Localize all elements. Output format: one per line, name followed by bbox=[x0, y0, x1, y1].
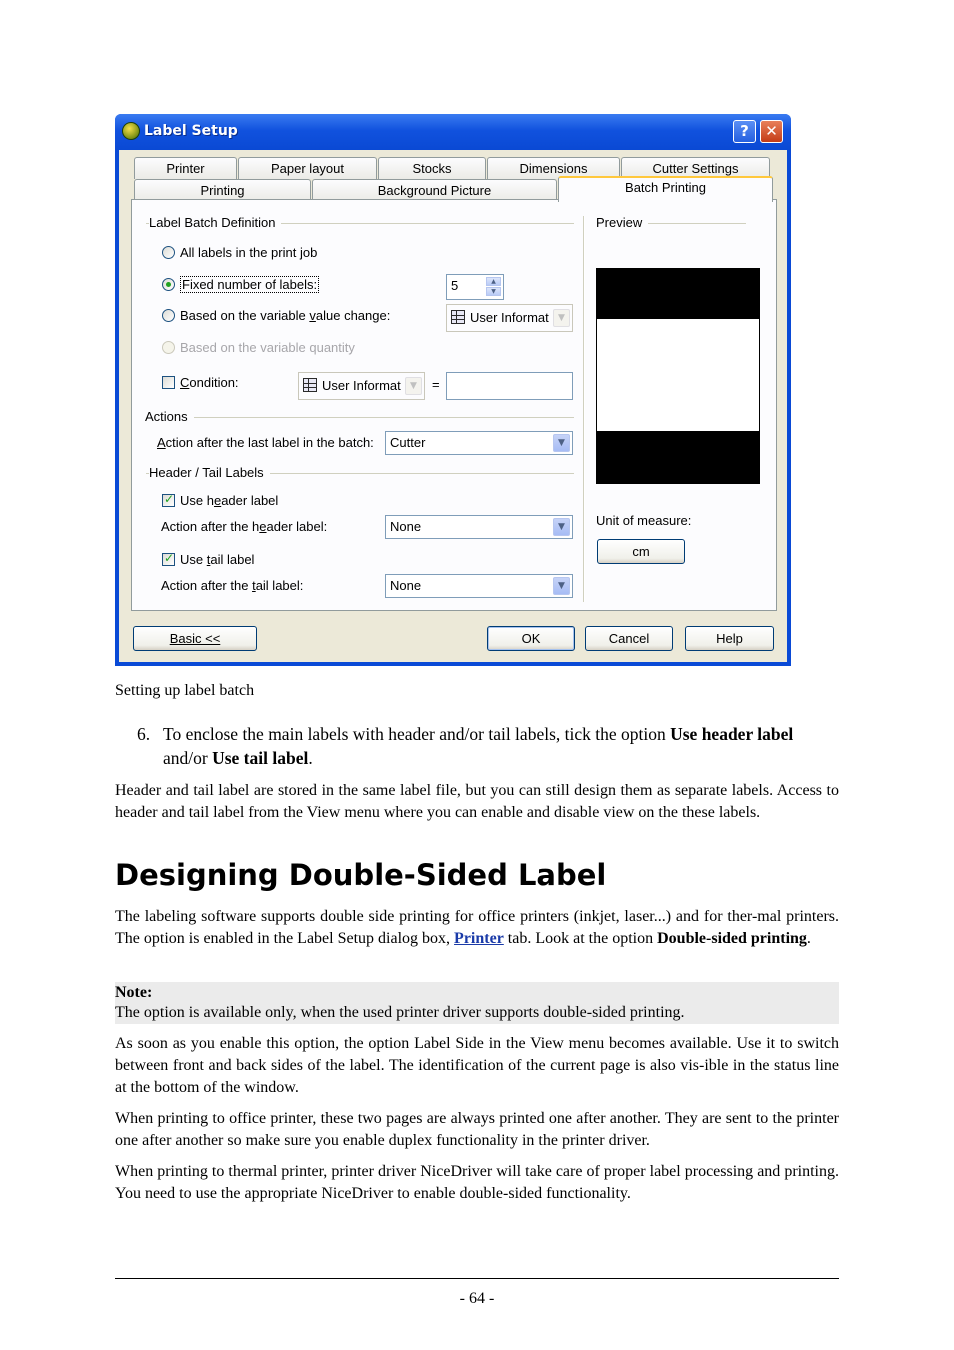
cancel-button[interactable]: Cancel bbox=[585, 626, 673, 651]
basic-button-label: Basic << bbox=[169, 631, 221, 646]
group-title-batch-definition: Label Batch Definition bbox=[149, 215, 281, 230]
close-icon[interactable]: ✕ bbox=[760, 120, 783, 143]
chevron-down-icon[interactable]: ▼ bbox=[553, 518, 570, 536]
footer-rule bbox=[115, 1278, 839, 1279]
label-use-header: Use header label bbox=[180, 493, 279, 508]
condition-checkbox[interactable] bbox=[162, 376, 175, 389]
tab-cutter-settings[interactable]: Cutter Settings bbox=[621, 157, 770, 179]
label-variable-quantity: Based on the variable quantity bbox=[180, 340, 355, 355]
paragraph-label-side: As soon as you enable this option, the option Label Side in the View menu becomes available. Use it to switch between front and back sides of the label. The identification of the current page is also vis-ible in the status line at the bottom of the window. bbox=[115, 1035, 839, 1096]
group-title-actions: Actions bbox=[145, 409, 194, 424]
ok-button[interactable]: OK bbox=[487, 626, 575, 651]
para-text: The labeling software supports double side printing for office printers (inkjet, laser...) and for ther-mal printers. The option is enabled in the Label Setup dialog box, bbox=[115, 908, 839, 947]
action-after-tail-select[interactable] bbox=[385, 574, 573, 598]
label-all-labels: All labels in the print job bbox=[180, 245, 318, 260]
printer-link[interactable]: Printer bbox=[454, 930, 504, 947]
label-preview bbox=[596, 268, 760, 484]
para-text: tab. Look at the option bbox=[503, 930, 658, 947]
variable-change-select[interactable] bbox=[446, 304, 573, 332]
action-after-last-select[interactable] bbox=[385, 431, 573, 455]
label-action-after-last: Action after the last label in the batch: bbox=[157, 435, 374, 450]
action-after-last-value: Cutter bbox=[390, 435, 426, 450]
step-text-part: and/or bbox=[163, 748, 213, 768]
label-action-after-tail: Action after the tail label: bbox=[161, 578, 304, 593]
chevron-down-icon[interactable]: ▼ bbox=[553, 434, 570, 452]
action-after-header-select[interactable] bbox=[385, 515, 573, 539]
tab-batch-printing[interactable]: Batch Printing bbox=[558, 176, 773, 202]
radio-variable-quantity bbox=[162, 341, 175, 354]
tab-paper-layout[interactable]: Paper layout bbox=[238, 157, 377, 179]
para-bold: Double-sided printing bbox=[657, 930, 807, 947]
basic-button[interactable] bbox=[133, 626, 257, 651]
use-header-checkbox[interactable] bbox=[162, 494, 175, 507]
note-title: Note: bbox=[115, 984, 153, 1001]
radio-fixed-number[interactable] bbox=[162, 278, 175, 291]
paragraph-double-sided bbox=[115, 906, 839, 950]
chevron-down-icon[interactable]: ▼ bbox=[553, 309, 570, 327]
fixed-number-stepper[interactable] bbox=[446, 274, 504, 300]
condition-variable-select[interactable] bbox=[298, 372, 425, 400]
condition-variable-value: User Informat bbox=[322, 378, 401, 393]
paragraph-office-printer: When printing to office printer, these two pages are always printed one after another. They are sent to the printer one after another so make sure you enable duplex functionality in the printer driver. bbox=[115, 1110, 839, 1149]
label-fixed-number: Fixed number of labels: bbox=[182, 277, 318, 292]
step-bold-header: Use header label bbox=[670, 724, 794, 744]
paragraph-thermal-printer: When printing to thermal printer, printer driver NiceDriver will take care of proper label processing and printing. You need to use the appropriate NiceDriver to enable double-sided functionality. bbox=[115, 1163, 839, 1202]
fixed-number-value: 5 bbox=[451, 278, 459, 293]
step-text-part: To enclose the main labels with header and/or tail labels, tick the option bbox=[163, 724, 671, 744]
step-bold-tail: Use tail label bbox=[212, 748, 309, 768]
para-text: . bbox=[806, 930, 811, 947]
group-title-preview: Preview bbox=[596, 215, 648, 230]
action-after-tail-value: None bbox=[390, 578, 422, 593]
help-icon[interactable]: ? bbox=[733, 120, 756, 143]
variable-change-value: User Informat bbox=[470, 310, 549, 325]
dialog-title: Label Setup bbox=[144, 123, 238, 139]
label-use-tail: Use tail label bbox=[180, 552, 255, 567]
app-icon bbox=[122, 122, 140, 140]
section-heading: Designing Double-Sided Label bbox=[115, 858, 607, 892]
note-box bbox=[115, 982, 839, 1024]
tab-printer[interactable]: Printer bbox=[134, 157, 237, 179]
tab-printing[interactable]: Printing bbox=[134, 179, 311, 201]
page-number: - 64 - bbox=[459, 1290, 495, 1307]
label-unit-of-measure: Unit of measure: bbox=[596, 513, 692, 528]
chevron-down-icon[interactable]: ▼ bbox=[553, 577, 570, 595]
dialog-client-area bbox=[119, 150, 787, 662]
spin-down-icon[interactable]: ▼ bbox=[486, 287, 501, 296]
step-text bbox=[163, 722, 839, 770]
panel-divider bbox=[583, 216, 585, 602]
spin-up-icon[interactable]: ▲ bbox=[486, 277, 501, 286]
action-after-header-value: None bbox=[390, 519, 422, 534]
figure-caption: Setting up label batch bbox=[115, 682, 255, 699]
tab-dimensions[interactable]: Dimensions bbox=[487, 157, 620, 179]
radio-variable-change[interactable] bbox=[162, 309, 175, 322]
equals-sign: = bbox=[432, 377, 440, 392]
condition-value-input[interactable] bbox=[446, 372, 573, 400]
chevron-down-icon[interactable]: ▼ bbox=[405, 377, 422, 395]
help-button[interactable]: Help bbox=[685, 626, 774, 651]
title-bar bbox=[115, 114, 791, 150]
variable-icon bbox=[451, 310, 465, 324]
label-setup-dialog bbox=[115, 114, 791, 666]
group-title-header-tail: Header / Tail Labels bbox=[149, 465, 270, 480]
step-text-part: . bbox=[308, 748, 313, 768]
paragraph-header-tail: Header and tail label are stored in the same label file, but you can still design them as separate labels. Access to header and tail label from the View menu where you can enable and disable view on the these labels. bbox=[115, 782, 839, 821]
use-tail-checkbox[interactable] bbox=[162, 553, 175, 566]
label-action-after-header: Action after the header label: bbox=[161, 519, 328, 534]
tab-background-picture[interactable]: Background Picture bbox=[312, 179, 557, 201]
label-condition: Condition: bbox=[180, 375, 239, 390]
note-body: The option is available only, when the used printer driver supports double-sided printing. bbox=[115, 1004, 685, 1021]
preview-main-label bbox=[597, 319, 759, 431]
step-number: 6. bbox=[137, 724, 151, 744]
unit-cm-button[interactable]: cm bbox=[597, 539, 685, 564]
radio-all-labels[interactable] bbox=[162, 246, 175, 259]
variable-icon bbox=[303, 378, 317, 392]
tab-stocks[interactable]: Stocks bbox=[378, 157, 486, 179]
batch-printing-panel bbox=[131, 199, 777, 611]
label-variable-change: Based on the variable value change: bbox=[180, 308, 391, 323]
